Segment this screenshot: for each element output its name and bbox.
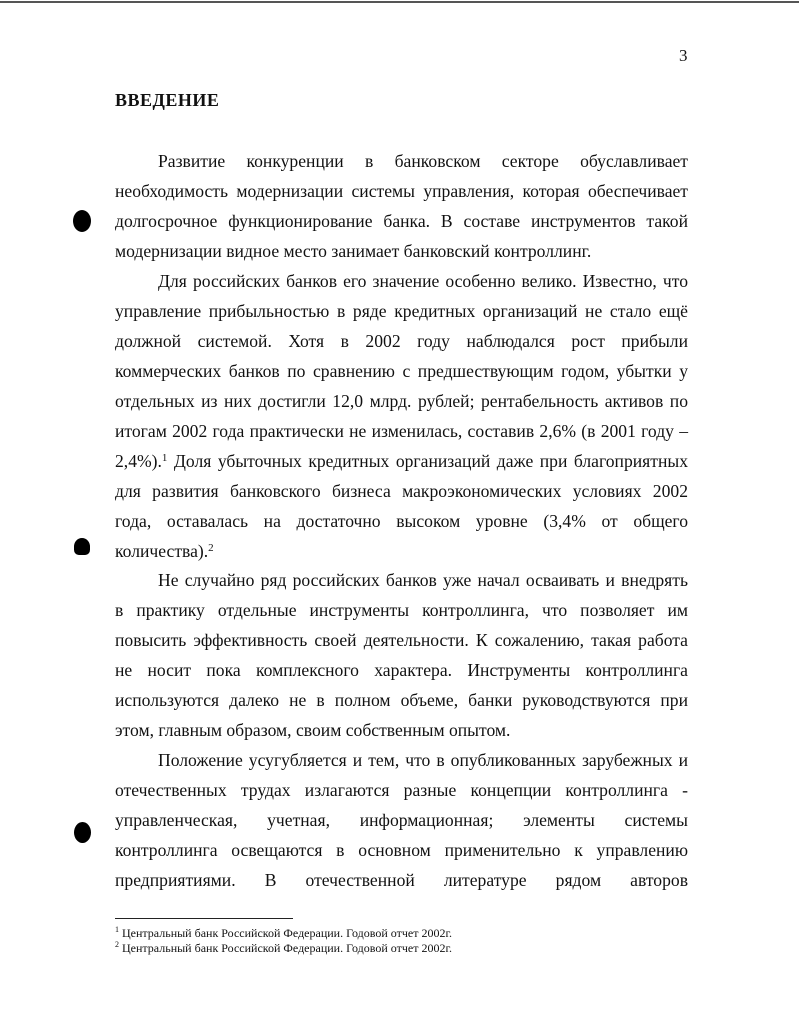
footnote-mark: 1: [115, 925, 119, 934]
footnote-separator: [115, 918, 293, 919]
paragraph-line: долгосрочное функционирование банка. В составе инструментов такой: [115, 211, 688, 231]
paragraph-line: года, оставалась на достаточно высоком уровне (3,4% от общего: [115, 511, 688, 531]
footnote-ref: 1: [161, 452, 168, 464]
paragraph-line: модернизации видное место занимает банковский контроллинг.: [115, 241, 592, 261]
paragraph-line: отечественных трудах излагаются разные концепции контроллинга -: [115, 780, 688, 800]
footnote: [115, 941, 452, 956]
punch-hole-mark: [74, 538, 90, 555]
paragraph-line: управление прибыльностью в ряде кредитных организаций не стало ещё: [115, 301, 688, 321]
paragraph-line: используются далеко не в полном объеме, банки руководствуются при: [115, 690, 688, 710]
section-heading: ВВЕДЕНИЕ: [115, 90, 220, 110]
line-text: количества).: [115, 541, 209, 561]
paragraph-line: этом, главным образом, своим собственным опытом.: [115, 720, 511, 740]
paragraph-line: отдельных из них достигли 12,0 млрд. рублей; рентабельность активов по: [115, 391, 688, 411]
page-number: 3: [679, 46, 688, 65]
scan-top-border: [0, 1, 799, 3]
paragraph-line: коммерческих банков по сравнению с предшествующим годом, убытки у: [115, 361, 688, 381]
footnote: [115, 926, 452, 941]
footnote-text: Центральный банк Российской Федерации. Годовой отчет 2002г.: [122, 926, 453, 940]
paragraph-line: контроллинга освещаются в основном применительно к управлению: [115, 840, 688, 860]
footnote-ref: 2: [208, 542, 214, 554]
paragraph-line: Для российских банков его значение особенно велико. Известно, что: [158, 271, 688, 291]
line-text: Доля убыточных кредитных организаций даже при благоприятных: [167, 451, 688, 471]
paragraph-line: [115, 450, 688, 472]
paragraph-line: управленческая, учетная, информационная; элементы системы: [115, 810, 688, 830]
footnote-mark: 2: [115, 940, 119, 949]
paragraph-line: должной системой. Хотя в 2002 году наблюдался рост прибыли: [115, 331, 688, 351]
paragraph-line: не носит пока комплексного характера. Инструменты контроллинга: [115, 660, 688, 680]
footnote-text: Центральный банк Российской Федерации. Годовой отчет 2002г.: [122, 941, 453, 955]
paragraph-line: [115, 540, 688, 562]
punch-hole-mark: [74, 822, 91, 843]
paragraph-line: повысить эффективность своей деятельности. К сожалению, такая работа: [115, 630, 688, 650]
paragraph-line: для развития банковского бизнеса макроэкономических условиях 2002: [115, 481, 688, 501]
paragraph-line: итогам 2002 года практически не изменилась, составив 2,6% (в 2001 году –: [115, 421, 688, 441]
paragraph-line: Положение усугубляется и тем, что в опубликованных зарубежных и: [158, 750, 688, 770]
paragraph-line: Развитие конкуренции в банковском секторе обуславливает: [158, 151, 688, 171]
paragraph-line: необходимость модернизации системы управления, которая обеспечивает: [115, 181, 688, 201]
punch-hole-mark: [73, 210, 91, 232]
line-text: 2,4%).: [115, 451, 162, 471]
paragraph-line: Не случайно ряд российских банков уже начал осваивать и внедрять: [158, 570, 688, 590]
paragraph-line: в практику отдельные инструменты контроллинга, что позволяет им: [115, 600, 688, 620]
paragraph-line: предприятиями. В отечественной литературе рядом авторов: [115, 870, 688, 890]
